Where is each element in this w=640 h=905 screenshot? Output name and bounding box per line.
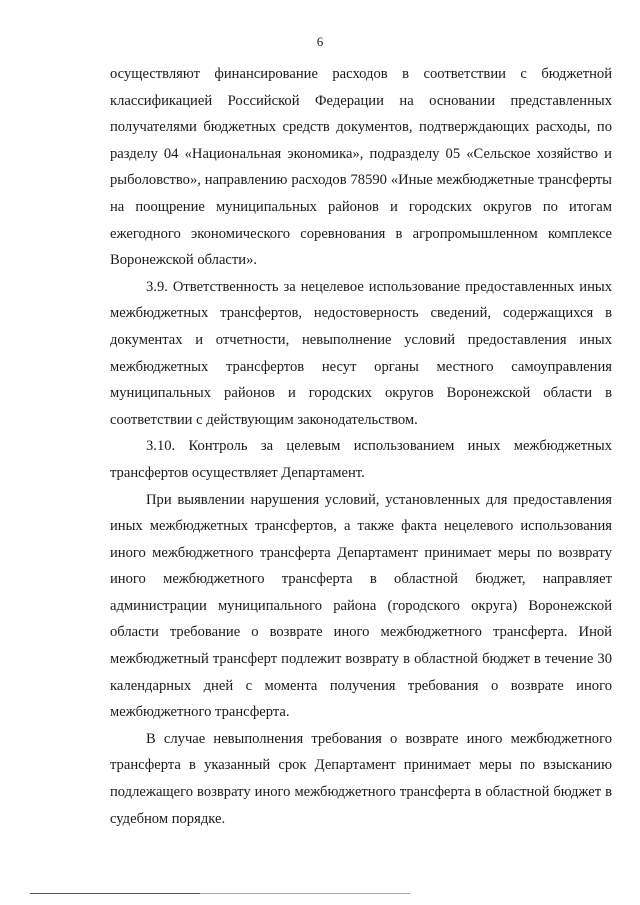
paragraph-3-10-control: 3.10. Контроль за целевым использованием иных межбюджетных трансфертов осуществляет Департамент. bbox=[110, 438, 612, 481]
document-body bbox=[110, 61, 612, 832]
footer-rule bbox=[30, 893, 200, 894]
paragraph-violation-return: При выявлении нарушения условий, установленных для предоставления иных межбюджетных трансфертов, а также факта нецелевого использования иного межбюджетного трансферта Департамент принимает меры по возврату иного межбюджетного трансферта в областной бюджет, направляет администрации муниципального района (городского округа) Воронежской области требование о возврате иного межбюджетного трансферта. Иной межбюджетный трансферт подлежит возврату в областной бюджет в течение 30 календарных дней с момента получения требования о возврате иного межбюджетного трансферта. bbox=[110, 491, 612, 721]
paragraph-court-recovery: В случае невыполнения требования о возврате иного межбюджетного трансферта в указанный срок Департамент принимает меры по взысканию подлежащего возврату иного межбюджетного трансферта в областной бюджет в судебном порядке. bbox=[110, 730, 612, 827]
paragraph-3-9-responsibility: 3.9. Ответственность за нецелевое использование предоставленных иных межбюджетных трансфертов, недостоверность сведений, содержащихся в документах и отчетности, невыполнение условий предоставления иных межбюджетных трансфертов несут органы местного самоуправления муниципальных районов и городских округов Воронежской области в соответствии с действующим законодательством. bbox=[110, 278, 612, 428]
paragraph-financing: осуществляют финансирование расходов в соответствии с бюджетной классификацией Российской Федерации на основании представленных получателями бюджетных средств документов, подтверждающих расходы, по разделу 04 «Национальная экономика», подразделу 05 «Сельское хозяйство и рыболовство», направлению расходов 78590 «Иные межбюджетные трансферты на поощрение муниципальных районов и городских округов по итогам ежегодного экономического соревнования в агропромышленном комплексе Воронежской области». bbox=[110, 66, 612, 269]
page-number: 6 bbox=[316, 34, 324, 49]
footer-rule-tail bbox=[200, 893, 410, 894]
